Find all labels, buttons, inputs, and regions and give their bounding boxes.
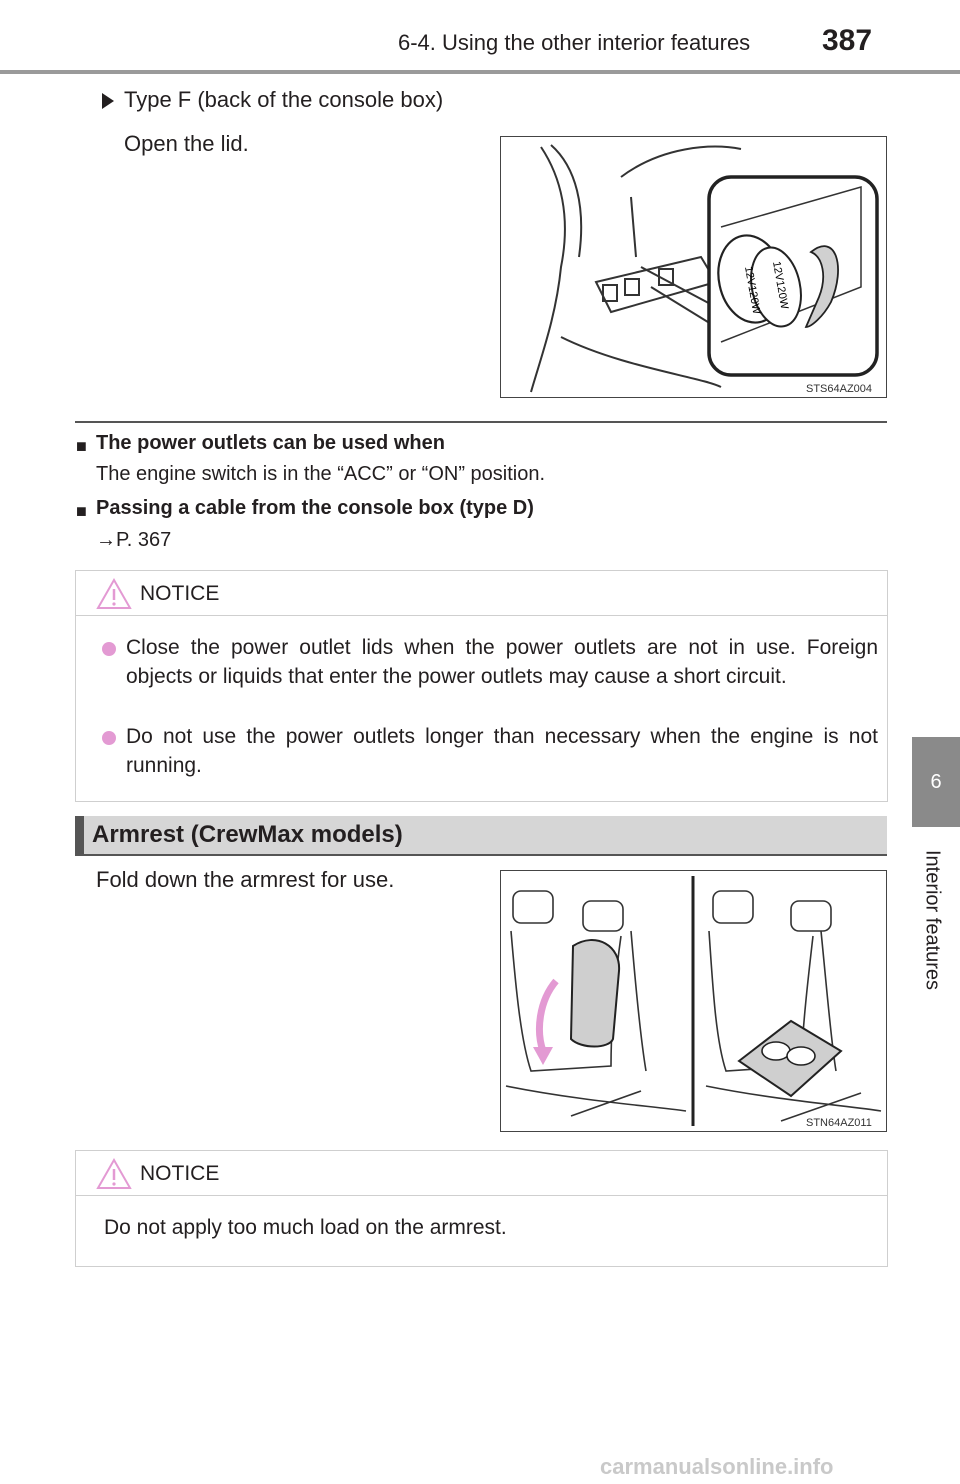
warning-icon (96, 578, 132, 610)
section-bar-rule (75, 854, 887, 856)
square-bullet-icon: ■ (76, 436, 87, 456)
notice-title: NOTICE (140, 1162, 220, 1185)
section-title: 6-4. Using the other interior features (398, 30, 751, 55)
square-bullet-icon: ■ (76, 501, 87, 521)
notice-item: Do not use the power outlets longer than necessary when the engine is not running. (126, 725, 878, 777)
armrest-figure (500, 870, 887, 1132)
chapter-tab: 6 (912, 737, 960, 827)
bullet-icon (102, 731, 116, 745)
figure-code-1: STS64AZ004 (806, 383, 873, 395)
bullet-icon (102, 642, 116, 656)
armrest-illustration (501, 871, 886, 1131)
type-f-heading: Type F (back of the console box) (124, 87, 444, 112)
warning-icon (96, 1158, 132, 1190)
notice-box (75, 570, 888, 802)
triangle-bullet-icon (100, 91, 116, 111)
info-body-2: →P. 367 (96, 529, 172, 551)
info-title-2: Passing a cable from the console box (type D) (96, 497, 534, 519)
chapter-title (908, 840, 956, 1000)
console-outlet-illustration (501, 137, 886, 397)
console-outlet-figure (500, 136, 887, 398)
outlet-label-1: 12V120W (742, 265, 763, 316)
notice-title: NOTICE (140, 582, 220, 605)
notice-box (75, 1150, 888, 1267)
type-f-instruction: Open the lid. (124, 131, 249, 156)
notice-header (76, 1151, 887, 1196)
watermark: carmanualsonline.info (600, 1454, 834, 1479)
info-body-1: The engine switch is in the “ACC” or “ON” position. (96, 463, 546, 485)
armrest-instruction: Fold down the armrest for use. (96, 867, 395, 892)
notice-text: Do not apply too much load on the armrest. (104, 1216, 507, 1239)
section-rule (75, 421, 887, 423)
header-rule (0, 70, 960, 74)
chapter-title-text: Interior features (921, 849, 944, 991)
notice-item: Close the power outlet lids when the power outlets are not in use. Foreign objects or liquids that enter the power outlets may cause a short circuit. (126, 636, 878, 688)
armrest-title: Armrest (CrewMax models) (92, 821, 403, 848)
outlet-label-2: 12V120W (770, 260, 791, 311)
figure-code-2: STN64AZ011 (806, 1117, 872, 1129)
notice-header (76, 571, 887, 616)
info-title-1: The power outlets can be used when (96, 432, 445, 454)
page-number: 387 (822, 24, 873, 57)
